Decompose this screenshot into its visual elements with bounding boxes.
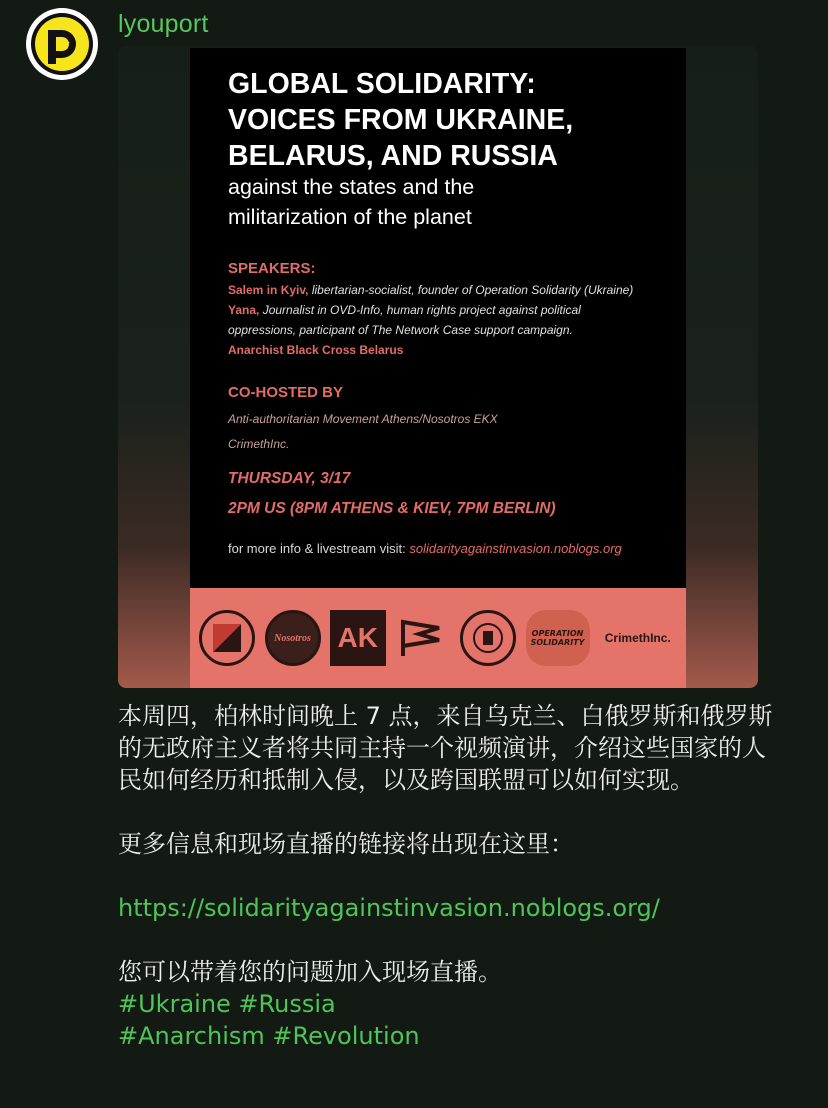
anarchist-flag-circle-icon: [199, 610, 255, 666]
author-name[interactable]: lyouport: [118, 10, 209, 38]
post-link[interactable]: https://solidarityagainstinvasion.noblogs.org/: [118, 894, 660, 922]
poster-subtitle: against the states and the militarization of the planet: [228, 175, 475, 229]
avatar[interactable]: [26, 8, 98, 80]
media-attachment[interactable]: [118, 46, 758, 688]
speaker-1: Salem in Kyiv, libertarian-socialist, founder of Operation Solidarity (Ukraine): [228, 283, 634, 297]
event-time: 2PM US (8PM ATHENS & KIEV, 7PM BERLIN): [228, 500, 556, 517]
avatar-ring: [31, 13, 93, 75]
event-date: THURSDAY, 3/17: [228, 470, 351, 487]
speakers-heading: SPEAKERS:: [228, 260, 316, 277]
speaker-2-cont: oppressions, participant of The Network Case support campaign.: [228, 323, 573, 337]
crimethinc-logo: CrimethInc.: [604, 631, 671, 645]
operation-solidarity-logo: OPERATION SOLIDARITY: [526, 610, 590, 666]
post-paragraph-1: 本周四，柏林时间晚上 7 点，来自乌克兰、白俄罗斯和俄罗斯的无政府主义者将共同主持一个视频演讲，介绍这些国家的人民如何经历和抵制入侵，以及跨国联盟可以如何实现。: [118, 702, 773, 794]
post-paragraph-2: 更多信息和现场直播的链接将出现在这里：: [118, 830, 574, 858]
speaker-2: Yana, Journalist in OVD-Info, human rights project against political: [228, 303, 581, 317]
post-body: [118, 700, 778, 1052]
post-paragraph-3: 您可以带着您的问题加入现场直播。: [118, 958, 502, 986]
logo-strip: [190, 588, 686, 688]
cohost-2: CrimethInc.: [228, 437, 290, 451]
poster-visit: for more info & livestream visit: solidarityagainstinvasion.noblogs.org: [228, 541, 622, 556]
abc-fist-icon: [460, 610, 516, 666]
ak-press-logo: AK: [330, 610, 386, 666]
flag-logo-icon: [395, 610, 451, 666]
cohost-heading: CO-HOSTED BY: [228, 384, 344, 401]
poster-title: GLOBAL SOLIDARITY: VOICES FROM UKRAINE, BELARUS, AND RUSSIA: [228, 68, 574, 172]
speaker-3: Anarchist Black Cross Belarus: [228, 343, 404, 357]
hashtags-line-2[interactable]: #Anarchism #Revolution: [118, 1022, 420, 1050]
event-poster: [190, 48, 686, 588]
pirate-party-icon: [35, 17, 89, 71]
cohost-1: Anti-authoritarian Movement Athens/Nosotros EKX: [228, 412, 498, 426]
hashtags-line-1[interactable]: #Ukraine #Russia: [118, 990, 336, 1018]
nosotros-logo: Nosotros: [265, 610, 321, 666]
